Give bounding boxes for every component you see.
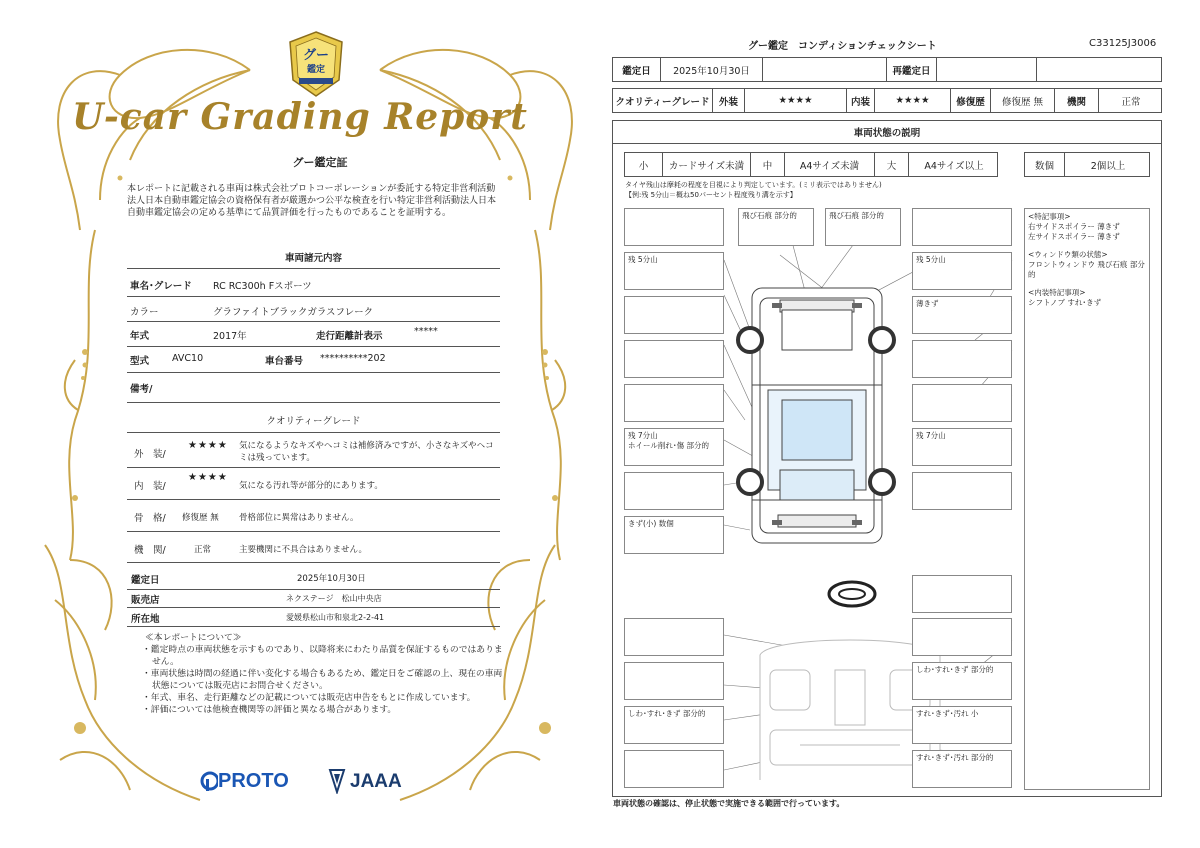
- car-name-value: RC RC300h Fスポーツ: [213, 281, 312, 292]
- repair-history-label: 修復歴: [951, 89, 991, 112]
- condition-box: すれ･きず･汚れ 小: [912, 706, 1012, 744]
- condition-box: すれ･きず･汚れ 部分的: [912, 750, 1012, 788]
- condition-box: [624, 208, 724, 246]
- note-item: ・評価については他検査機関等の評価と異なる場合があります。: [142, 705, 397, 715]
- remarks-label: 備考/: [130, 384, 153, 395]
- shop-value: ネクステージ 松山中央店: [286, 594, 382, 603]
- empty-cell: [1037, 58, 1163, 81]
- appraisal-date-value: 2025年10月30日: [661, 58, 763, 81]
- chassis-value: **********202: [320, 353, 386, 364]
- condition-title: 車両状態の説明: [612, 120, 1162, 144]
- condition-box: [624, 472, 724, 510]
- color-value: グラファイトブラックガラスフレーク: [213, 307, 374, 318]
- notes-line: フロントウィンドウ 飛び石痕 部分的: [1028, 260, 1145, 279]
- year-value: 2017年: [213, 331, 247, 342]
- condition-box: しわ･すれ･きず 部分的: [912, 662, 1012, 700]
- footer-note: 車両状態の確認は、停止状態で実施できる範囲で行っています。: [613, 799, 845, 808]
- condition-box: きず(小) 数個: [624, 516, 724, 554]
- model-value: AVC10: [172, 353, 204, 364]
- exterior-label: 外装: [713, 89, 745, 112]
- condition-box: [624, 296, 724, 334]
- frame-value: 修復歴 無: [182, 513, 219, 523]
- engine-label: 機関: [1055, 89, 1099, 112]
- spec-section-title: 車両諸元内容: [284, 253, 342, 264]
- condition-box: [624, 618, 724, 656]
- divider: [127, 607, 500, 608]
- condition-box: [912, 618, 1012, 656]
- address-label: 所在地: [131, 614, 160, 625]
- size-legend: [624, 152, 998, 177]
- notes-line: <ウィンドウ類の状態>: [1028, 250, 1108, 259]
- divider: [127, 346, 500, 347]
- logo-main-text: グー: [302, 48, 329, 63]
- jaaa-logo-text: JAAA: [350, 771, 402, 792]
- engine-value: 正常: [194, 545, 212, 555]
- condition-box: [912, 472, 1012, 510]
- engine-label: 機 関/: [134, 545, 166, 556]
- condition-box: [912, 384, 1012, 422]
- mileage-value: *****: [414, 326, 438, 337]
- condition-box: 飛び石痕 部分的: [738, 208, 814, 246]
- divider: [127, 432, 500, 433]
- year-label: 年式: [130, 331, 150, 342]
- engine-value: 正常: [1121, 96, 1141, 108]
- mileage-label: 走行距離計表示: [316, 331, 383, 342]
- condition-box: [624, 750, 724, 788]
- divider: [127, 402, 500, 403]
- frame-text: 骨格部位に異常はありません。: [239, 513, 359, 523]
- appraisal-date-label: 鑑定日: [131, 575, 160, 586]
- legend-large-desc: A4サイズ以上: [924, 160, 984, 172]
- shop-label: 販売店: [131, 595, 160, 606]
- note-item: ・年式、車名、走行距離などの記載については販売店申告をもとに作成しています。: [142, 693, 476, 703]
- proto-logo-text: PROTO: [218, 770, 289, 792]
- count-legend: [1024, 152, 1150, 177]
- divider: [127, 499, 500, 500]
- exterior-label: 外 装/: [134, 449, 166, 460]
- condition-box: しわ･すれ･きず 部分的: [624, 706, 724, 744]
- notes-line: [1028, 280, 1146, 288]
- divider: [127, 372, 500, 373]
- interior-stars: ★★★★: [188, 472, 228, 483]
- condition-check-sheet: [600, 0, 1200, 848]
- legend-small-desc: カードサイズ未満: [663, 153, 751, 176]
- certificate-body: 本レポートに記載される車両は株式会社プロトコーポレーションが委託する特定非営利活動法人日本自動車鑑定協会の資格保有者が厳選かつ公平な検査を行い特定非営利活動法人日本自動車鑑定協会の定める基準にて品質評価を行ったものであることを証明する。: [127, 184, 497, 218]
- address-value: 愛媛県松山市和泉北2-2-41: [286, 613, 385, 622]
- condition-box: 残 7分山: [912, 428, 1012, 466]
- report-notes: [140, 632, 505, 716]
- interior-label: 内装: [847, 89, 875, 112]
- steering-wheel-icon: [829, 582, 875, 606]
- chassis-label: 車台番号: [265, 356, 304, 367]
- date-row: [612, 57, 1162, 82]
- condition-box: 残 7分山 ホイール削れ･傷 部分的: [624, 428, 724, 466]
- appraisal-date-value: 2025年10月30日: [297, 574, 366, 584]
- special-notes: [1024, 208, 1150, 790]
- notes-line: 右サイドスポイラー 薄きず: [1028, 222, 1120, 231]
- notes-line: <内装特記事項>: [1028, 288, 1086, 297]
- document-id: C33125J3006: [1089, 38, 1157, 49]
- divider: [127, 296, 500, 297]
- condition-box: 飛び石痕 部分的: [825, 208, 901, 246]
- quality-grade-label: クオリティーグレード: [613, 89, 713, 112]
- exterior-stars: ★★★★: [188, 440, 228, 451]
- exterior-text: 気になるようなキズやヘコミは補修済みですが、小さなキズやヘコミは残っています。: [239, 441, 494, 463]
- condition-box: [624, 384, 724, 422]
- condition-box: [912, 340, 1012, 378]
- legend-mid-desc: A4サイズ未満: [785, 153, 875, 176]
- car-name-label: 車名･グレード: [130, 281, 192, 292]
- exterior-stars: ★★★★: [745, 89, 847, 112]
- condition-box: 残 5分山: [912, 252, 1012, 290]
- quality-row: [612, 88, 1162, 113]
- report-title: U-car Grading Report: [72, 96, 528, 138]
- appraisal-date-label: 鑑定日: [613, 58, 661, 81]
- notes-heading: ≪本レポートについて≫: [145, 633, 242, 643]
- interior-stars: ★★★★: [875, 89, 951, 112]
- empty-cell: [763, 58, 887, 81]
- condition-box: [912, 208, 1012, 246]
- tire-example-note: 【例:残 5分山＝概ね50パーセント程度残り溝を示す】: [625, 191, 797, 199]
- certificate-title: グー鑑定証: [292, 156, 348, 169]
- condition-box: 薄きず: [912, 296, 1012, 334]
- proto-logo-icon: [200, 770, 218, 792]
- jaaa-logo-icon: [328, 768, 346, 794]
- divider: [127, 562, 500, 563]
- tire-note: タイヤ残山は摩耗の程度を目視により判定しています。(ミリ表示ではありません): [625, 181, 882, 189]
- legend-large: 大: [875, 153, 909, 176]
- model-label: 型式: [130, 356, 150, 367]
- divider: [127, 467, 500, 468]
- divider: [127, 589, 500, 590]
- legend-count: 数個: [1025, 153, 1065, 176]
- repair-history-value: 修復歴 無: [991, 89, 1055, 112]
- engine-text: 主要機関に不具合はありません。: [239, 545, 368, 555]
- divider: [127, 321, 500, 322]
- notes-line: 左サイドスポイラー 薄きず: [1028, 232, 1120, 241]
- color-label: カラー: [130, 307, 159, 318]
- legend-small: 小: [625, 153, 663, 176]
- condition-box: 残 5分山: [624, 252, 724, 290]
- reappraisal-date-label: 再鑑定日: [887, 58, 937, 81]
- divider: [127, 268, 500, 269]
- frame-label: 骨 格/: [134, 513, 166, 524]
- condition-box: [624, 340, 724, 378]
- divider: [127, 531, 500, 532]
- divider: [127, 626, 500, 627]
- logo-sub-text: 鑑定: [306, 65, 325, 75]
- legend-mid: 中: [751, 153, 785, 176]
- reappraisal-date-value: [937, 58, 1037, 81]
- interior-text: 気になる汚れ等が部分的にあります。: [239, 481, 383, 491]
- condition-box: [912, 575, 1012, 613]
- note-item: ・鑑定時点の車両状態を示すものであり、以降将来にわたり品質を保証するものではありません。: [142, 645, 503, 667]
- interior-label: 内 装/: [134, 481, 166, 492]
- notes-line: <特記事項>: [1028, 212, 1071, 221]
- condition-box: [624, 662, 724, 700]
- sheet-title: グー鑑定 コンディションチェックシート: [748, 41, 937, 52]
- legend-count-desc: 2個以上: [1090, 160, 1126, 172]
- notes-line: [1028, 242, 1146, 250]
- quality-section-title: クオリティーグレード: [266, 416, 361, 427]
- note-item: ・車両状態は時間の経過に伴い変化する場合もあるため、鑑定日をご確認の上、現在の車両状態については販売店にお問合せください。: [142, 669, 503, 691]
- notes-line: シフトノブ すれ･きず: [1028, 298, 1102, 307]
